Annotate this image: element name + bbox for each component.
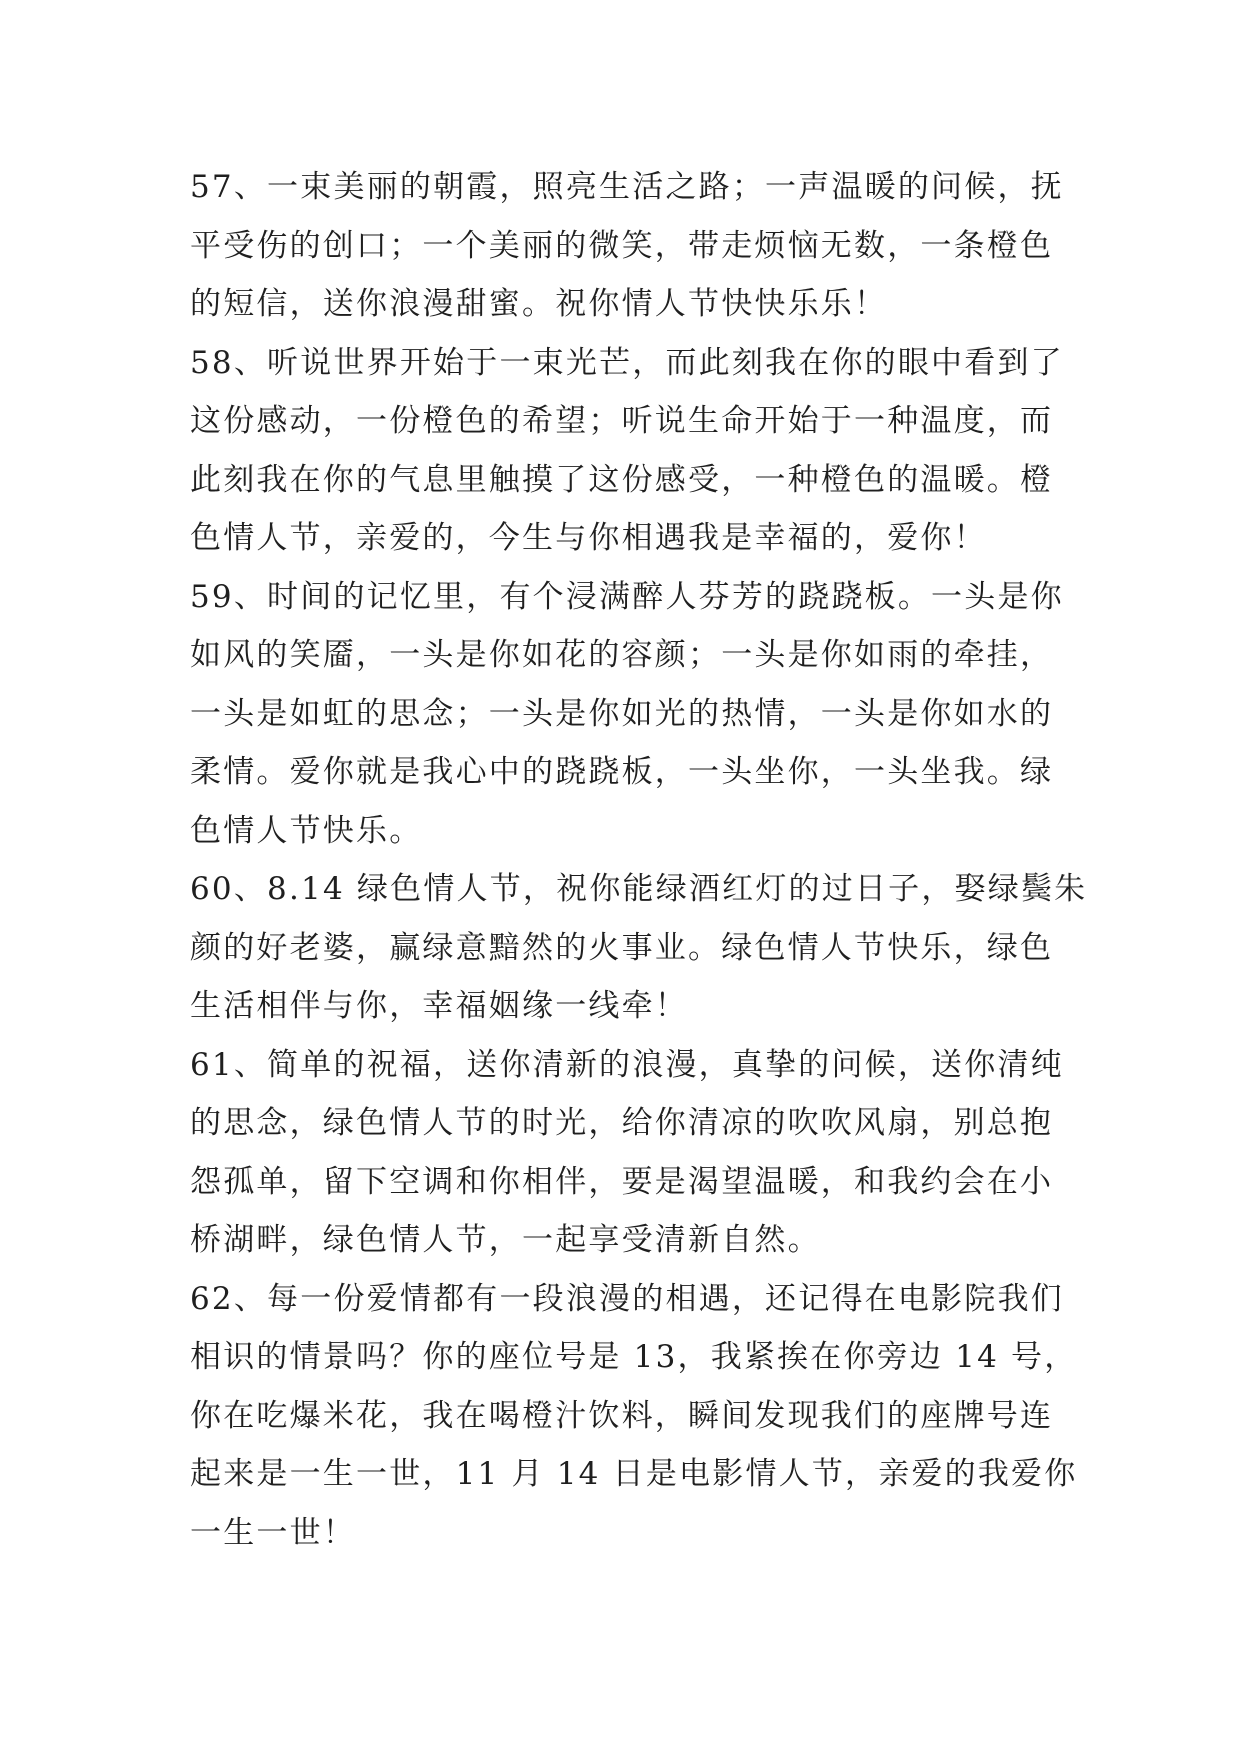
text-line: 起来是一生一世，11 月 14 日是电影情人节，亲爱的我爱你 <box>190 1456 1078 1492</box>
text-line: 这份感动，一份橙色的希望；听说生命开始于一种温度，而 <box>190 403 1054 439</box>
text-line: 色情人节快乐。 <box>190 812 423 849</box>
text-line: 桥湖畔，绿色情人节，一起享受清新自然。 <box>190 1222 821 1258</box>
text-line: 你在吃爆米花，我在喝橙汁饮料，瞬间发现我们的座牌号连 <box>190 1397 1054 1434</box>
text-line: 的短信，送你浪漫甜蜜。祝你情人节快快乐乐！ <box>190 286 888 322</box>
text-line: 色情人节，亲爱的，今生与你相遇我是幸福的，爱你！ <box>190 520 987 556</box>
text-line: 57、一束美丽的朝霞，照亮生活之路；一声温暖的问候，抚 <box>190 169 1064 205</box>
text-line: 一头是如虹的思念；一头是你如光的热情，一头是你如水的 <box>190 695 1054 732</box>
paragraph-59 <box>190 568 1070 861</box>
text-line: 58、听说世界开始于一束光芒，而此刻我在你的眼中看到了 <box>190 344 1064 381</box>
text-line: 60、8.14 绿色情人节，祝你能绿酒红灯的过日子，娶绿鬓朱 <box>190 871 1088 907</box>
text-line: 怨孤单，留下空调和你相伴，要是渴望温暖，和我约会在小 <box>190 1163 1054 1200</box>
text-line: 生活相伴与你，幸福姻缘一线牵！ <box>190 988 688 1024</box>
text-line: 平受伤的创口；一个美丽的微笑，带走烦恼无数，一条橙色 <box>190 227 1054 264</box>
paragraph-58 <box>190 334 1070 568</box>
paragraph-57 <box>190 158 1070 334</box>
text-line: 59、时间的记忆里，有个浸满醉人芬芳的跷跷板。一头是你 <box>190 578 1064 615</box>
text-line: 相识的情景吗？你的座位号是 13，我紧挨在你旁边 14 号， <box>190 1339 1078 1375</box>
paragraph-62 <box>190 1270 1078 1563</box>
paragraph-60 <box>190 860 1088 1036</box>
text-line: 颜的好老婆，赢绿意黯然的火事业。绿色情人节快乐，绿色 <box>190 929 1054 966</box>
document-body <box>190 158 1088 1562</box>
text-line: 柔情。爱你就是我心中的跷跷板，一头坐你，一头坐我。绿 <box>190 754 1054 790</box>
text-line: 一生一世！ <box>190 1514 356 1551</box>
text-line: 61、简单的祝福，送你清新的浪漫，真挚的问候，送你清纯 <box>190 1046 1064 1083</box>
text-line: 此刻我在你的气息里触摸了这份感受，一种橙色的温暖。橙 <box>190 461 1054 498</box>
paragraph-61 <box>190 1036 1070 1270</box>
text-line: 62、每一份爱情都有一段浪漫的相遇，还记得在电影院我们 <box>190 1280 1064 1317</box>
text-line: 的思念，绿色情人节的时光，给你清凉的吹吹风扇，别总抱 <box>190 1105 1054 1141</box>
text-line: 如风的笑靥，一头是你如花的容颜；一头是你如雨的牵挂， <box>190 637 1054 673</box>
